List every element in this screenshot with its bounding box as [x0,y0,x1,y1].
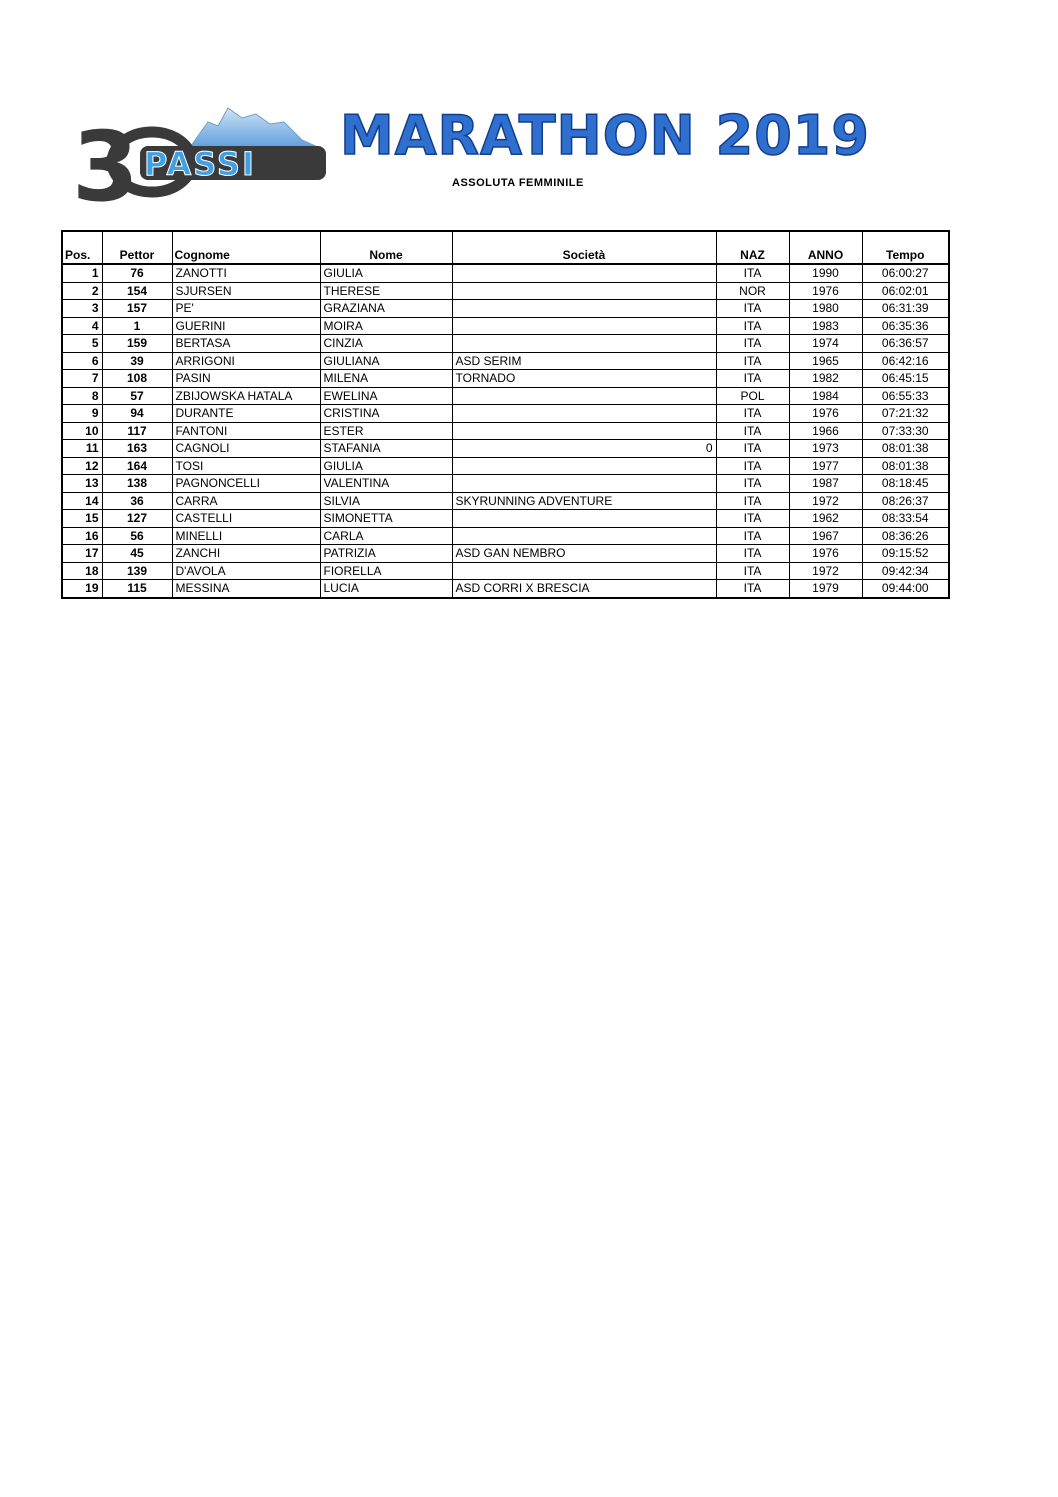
cell-bib: 115 [102,580,172,598]
cell-pos: 1 [62,264,102,282]
cell-name: GIULIANA [320,352,452,370]
table-row [62,282,949,300]
table-row [62,457,949,475]
cell-surname: CASTELLI [172,510,320,528]
cell-club [452,264,716,282]
cell-nat: NOR [716,282,789,300]
cell-surname: FANTONI [172,422,320,440]
cell-club [452,510,716,528]
cell-club: 0 [452,440,716,458]
cell-nat: ITA [716,475,789,493]
cell-time: 08:26:37 [862,492,949,510]
cell-time: 08:36:26 [862,527,949,545]
logo [70,96,330,216]
cell-name: LUCIA [320,580,452,598]
cell-name: GIULIA [320,457,452,475]
cell-bib: 39 [102,352,172,370]
cell-surname: ARRIGONI [172,352,320,370]
cell-year: 1980 [789,300,862,318]
cell-year: 1972 [789,492,862,510]
cell-time: 07:21:32 [862,405,949,423]
table-row [62,422,949,440]
table-row [62,317,949,335]
cell-bib: 117 [102,422,172,440]
cell-surname: D'AVOLA [172,562,320,580]
cell-club: SKYRUNNING ADVENTURE [452,492,716,510]
cell-pos: 3 [62,300,102,318]
cell-nat: ITA [716,545,789,563]
cell-time: 09:44:00 [862,580,949,598]
cell-nat: ITA [716,440,789,458]
cell-pos: 10 [62,422,102,440]
table-row [62,492,949,510]
cell-club [452,457,716,475]
cell-club [452,562,716,580]
cell-year: 1987 [789,475,862,493]
cell-club [452,405,716,423]
cell-year: 1967 [789,527,862,545]
cell-year: 1976 [789,282,862,300]
cell-nat: ITA [716,317,789,335]
table-row [62,405,949,423]
col-header-surname: Cognome [172,231,320,264]
cell-club: ASD CORRI X BRESCIA [452,580,716,598]
col-header-time: Tempo [862,231,949,264]
cell-bib: 76 [102,264,172,282]
cell-nat: ITA [716,352,789,370]
cell-nat: ITA [716,264,789,282]
cell-bib: 157 [102,300,172,318]
cell-pos: 13 [62,475,102,493]
cell-bib: 127 [102,510,172,528]
cell-pos: 15 [62,510,102,528]
cell-bib: 45 [102,545,172,563]
cell-year: 1983 [789,317,862,335]
cell-year: 1976 [789,405,862,423]
col-header-pos: Pos. [62,231,102,264]
table-row [62,562,949,580]
cell-bib: 36 [102,492,172,510]
cell-club: TORNADO [452,370,716,388]
cell-surname: TOSI [172,457,320,475]
cell-name: VALENTINA [320,475,452,493]
results-table [61,230,950,599]
cell-time: 06:02:01 [862,282,949,300]
cell-pos: 16 [62,527,102,545]
table-row [62,335,949,353]
cell-club [452,282,716,300]
cell-pos: 2 [62,282,102,300]
cell-year: 1965 [789,352,862,370]
cell-bib: 159 [102,335,172,353]
cell-club [452,300,716,318]
cell-name: CINZIA [320,335,452,353]
cell-surname: SJURSEN [172,282,320,300]
cell-pos: 14 [62,492,102,510]
cell-year: 1976 [789,545,862,563]
cell-surname: BERTASA [172,335,320,353]
cell-bib: 94 [102,405,172,423]
col-header-year: ANNO [789,231,862,264]
cell-name: FIORELLA [320,562,452,580]
cell-year: 1973 [789,440,862,458]
cell-time: 09:15:52 [862,545,949,563]
cell-name: GIULIA [320,264,452,282]
table-row [62,510,949,528]
cell-time: 09:42:34 [862,562,949,580]
table-row [62,440,949,458]
cell-pos: 9 [62,405,102,423]
cell-year: 1972 [789,562,862,580]
cell-club [452,317,716,335]
cell-name: EWELINA [320,387,452,405]
cell-pos: 7 [62,370,102,388]
col-header-bib: Pettor [102,231,172,264]
cell-surname: CARRA [172,492,320,510]
cell-pos: 8 [62,387,102,405]
cell-nat: ITA [716,370,789,388]
cell-surname: ZBIJOWSKA HATALA [172,387,320,405]
cell-time: 06:35:36 [862,317,949,335]
cell-nat: ITA [716,335,789,353]
cell-time: 06:00:27 [862,264,949,282]
cell-pos: 4 [62,317,102,335]
col-header-club: Società [452,231,716,264]
cell-club: ASD SERIM [452,352,716,370]
cell-name: STAFANIA [320,440,452,458]
table-row [62,264,949,282]
cell-name: PATRIZIA [320,545,452,563]
cell-pos: 6 [62,352,102,370]
cell-time: 08:18:45 [862,475,949,493]
cell-nat: ITA [716,580,789,598]
cell-nat: ITA [716,422,789,440]
cell-year: 1966 [789,422,862,440]
table-row [62,580,949,598]
cell-club [452,475,716,493]
page-title: MARATHON 2019 [340,104,870,167]
table-row [62,300,949,318]
cell-pos: 12 [62,457,102,475]
cell-time: 07:33:30 [862,422,949,440]
cell-bib: 163 [102,440,172,458]
cell-time: 06:55:33 [862,387,949,405]
cell-bib: 1 [102,317,172,335]
cell-pos: 17 [62,545,102,563]
cell-year: 1979 [789,580,862,598]
cell-name: GRAZIANA [320,300,452,318]
col-header-name: Nome [320,231,452,264]
cell-surname: MINELLI [172,527,320,545]
cell-name: MILENA [320,370,452,388]
cell-club [452,422,716,440]
cell-name: MOIRA [320,317,452,335]
cell-nat: POL [716,387,789,405]
page-subtitle: ASSOLUTA FEMMINILE [452,177,584,189]
cell-bib: 138 [102,475,172,493]
cell-pos: 19 [62,580,102,598]
cell-surname: ZANCHI [172,545,320,563]
cell-pos: 18 [62,562,102,580]
cell-surname: MESSINA [172,580,320,598]
cell-time: 08:01:38 [862,457,949,475]
cell-club [452,527,716,545]
cell-club: ASD GAN NEMBRO [452,545,716,563]
cell-name: SIMONETTA [320,510,452,528]
cell-name: SILVIA [320,492,452,510]
cell-year: 1990 [789,264,862,282]
table-row [62,370,949,388]
cell-time: 06:45:15 [862,370,949,388]
cell-time: 08:33:54 [862,510,949,528]
table-row [62,475,949,493]
cell-nat: ITA [716,562,789,580]
cell-name: THERESE [320,282,452,300]
table-row [62,545,949,563]
cell-club [452,387,716,405]
cell-bib: 139 [102,562,172,580]
cell-nat: ITA [716,492,789,510]
cell-time: 08:01:38 [862,440,949,458]
cell-surname: PE' [172,300,320,318]
cell-pos: 5 [62,335,102,353]
cell-year: 1962 [789,510,862,528]
cell-bib: 56 [102,527,172,545]
cell-surname: GUERINI [172,317,320,335]
cell-surname: PAGNONCELLI [172,475,320,493]
cell-time: 06:42:16 [862,352,949,370]
cell-surname: DURANTE [172,405,320,423]
cell-nat: ITA [716,300,789,318]
cell-bib: 108 [102,370,172,388]
cell-nat: ITA [716,457,789,475]
col-header-nat: NAZ [716,231,789,264]
cell-nat: ITA [716,527,789,545]
table-row [62,527,949,545]
cell-nat: ITA [716,510,789,528]
cell-year: 1974 [789,335,862,353]
cell-time: 06:31:39 [862,300,949,318]
table-row [62,352,949,370]
cell-surname: CAGNOLI [172,440,320,458]
cell-bib: 154 [102,282,172,300]
header-row [62,231,949,264]
cell-bib: 57 [102,387,172,405]
logo-text: PASSI [144,145,256,183]
cell-name: CARLA [320,527,452,545]
cell-year: 1984 [789,387,862,405]
cell-pos: 11 [62,440,102,458]
cell-club [452,335,716,353]
cell-year: 1977 [789,457,862,475]
table-row [62,387,949,405]
cell-bib: 164 [102,457,172,475]
cell-surname: ZANOTTI [172,264,320,282]
logo-number: 3 [72,111,139,216]
cell-surname: PASIN [172,370,320,388]
cell-nat: ITA [716,405,789,423]
cell-name: CRISTINA [320,405,452,423]
cell-year: 1982 [789,370,862,388]
cell-name: ESTER [320,422,452,440]
cell-time: 06:36:57 [862,335,949,353]
